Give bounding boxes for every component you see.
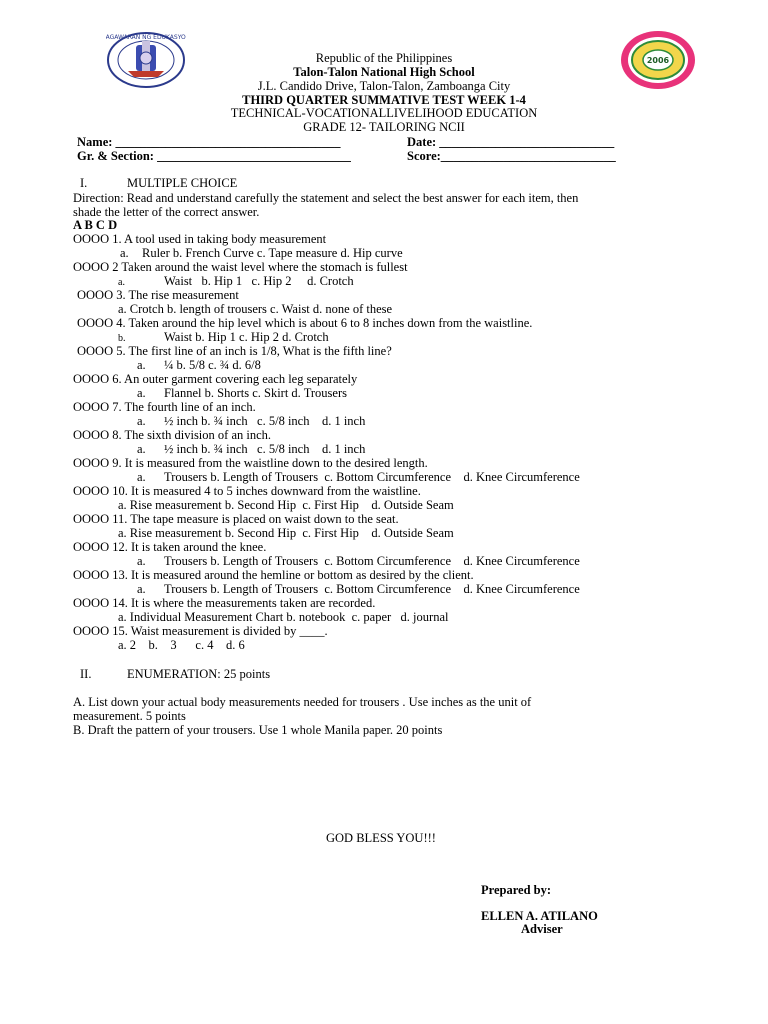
question-13: OOOO 13. It is measured around the hemline or bottom as desired by the client.: [73, 568, 474, 582]
svg-text:2006: 2006: [646, 56, 670, 65]
choices-13: Trousers b. Length of Trousers c. Bottom Circumference d. Knee Circumference: [164, 582, 580, 596]
choices-15: a. 2 b. 3 c. 4 d. 6: [118, 638, 245, 652]
question-14: OOOO 14. It is where the measurements taken are recorded.: [73, 596, 376, 610]
question-10: OOOO 10. It is measured 4 to 5 inches downward from the waistline.: [73, 484, 421, 498]
question-6: OOOO 6. An outer garment covering each leg separately: [73, 372, 358, 386]
question-15: OOOO 15. Waist measurement is divided by ____.: [73, 624, 328, 638]
question-7: OOOO 7. The fourth line of an inch.: [73, 400, 256, 414]
adviser-role: Adviser: [521, 922, 563, 936]
choice-marker-4: b.: [118, 333, 126, 344]
choice-marker-13: a.: [137, 582, 146, 596]
school-address: J.L. Candido Drive, Talon-Talon, Zamboanga City: [257, 79, 511, 93]
choice-marker-12: a.: [137, 554, 146, 568]
choice-marker-6: a.: [137, 386, 146, 400]
grade-title: GRADE 12- TAILORING NCII: [303, 120, 465, 134]
question-3: OOOO 3. The rise measurement: [77, 288, 239, 302]
choice-marker-9: a.: [137, 470, 146, 484]
svg-text:KAGAWARAN NG EDUKASYON: KAGAWARAN NG EDUKASYON: [106, 34, 186, 41]
part1-title: MULTIPLE CHOICE: [127, 176, 238, 190]
name-field[interactable]: Name: ____________________________________: [77, 135, 341, 149]
direction-line-1: Direction: Read and understand carefully the statement and select the best answer for each item, then: [73, 191, 579, 205]
question-11: OOOO 11. The tape measure is placed on waist down to the seat.: [73, 512, 399, 526]
question-12: OOOO 12. It is taken around the knee.: [73, 540, 267, 554]
question-8: OOOO 8. The sixth division of an inch.: [73, 428, 272, 442]
choices-2: Waist b. Hip 1 c. Hip 2 d. Crotch: [164, 274, 354, 288]
choice-marker-8: a.: [137, 442, 146, 456]
score-field[interactable]: Score:____________________________: [407, 149, 616, 163]
choices-12: Trousers b. Length of Trousers c. Bottom Circumference d. Knee Circumference: [164, 554, 580, 568]
question-1: OOOO 1. A tool used in taking body measurement: [73, 232, 327, 246]
subject-title: TECHNICAL-VOCATIONALLIVELIHOOD EDUCATION: [230, 106, 538, 120]
choices-1: Ruler b. French Curve c. Tape measure d. Hip curve: [142, 246, 403, 260]
choices-6: Flannel b. Shorts c. Skirt d. Trousers: [164, 386, 348, 400]
choices-8: ½ inch b. ¾ inch c. 5/8 inch d. 1 inch: [164, 442, 366, 456]
choices-9: Trousers b. Length of Trousers c. Bottom Circumference d. Knee Circumference: [164, 470, 580, 484]
part2-title: ENUMERATION: 25 points: [127, 667, 271, 681]
answer-letters-header: A B C D: [73, 218, 118, 232]
section-field[interactable]: Gr. & Section: _______________________________: [77, 149, 351, 163]
direction-line-2: shade the letter of the correct answer.: [73, 205, 260, 219]
choice-marker-7: a.: [137, 414, 146, 428]
question-9: OOOO 9. It is measured from the waistline down to the desired length.: [73, 456, 428, 470]
choices-5: ¼ b. 5/8 c. ¾ d. 6/8: [164, 358, 261, 372]
choices-11: a. Rise measurement b. Second Hip c. First Hip d. Outside Seam: [118, 526, 454, 540]
part1-number: I.: [80, 176, 88, 190]
question-4: OOOO 4. Taken around the hip level which is about 6 to 8 inches down from the waistline.: [77, 316, 533, 330]
question-2: OOOO 2 Taken around the waist level where the stomach is fullest: [73, 260, 408, 274]
adviser-name: ELLEN A. ATILANO: [481, 909, 598, 923]
part2-number: II.: [80, 667, 92, 681]
choices-3: a. Crotch b. length of trousers c. Waist d. none of these: [118, 302, 393, 316]
choice-marker-1: a.: [120, 246, 129, 260]
part2-a-line-1: A. List down your actual body measurements needed for trousers . Use inches as the unit of: [73, 695, 532, 709]
date-field[interactable]: Date: ____________________________: [407, 135, 615, 149]
school-name: Talon-Talon National High School: [293, 65, 475, 79]
part2-a-line-2: measurement. 5 points: [73, 709, 186, 723]
question-5: OOOO 5. The first line of an inch is 1/8, What is the fifth line?: [77, 344, 392, 358]
blessing-text: GOD BLESS YOU!!!: [326, 831, 436, 845]
republic-line: Republic of the Philippines: [315, 51, 453, 65]
prepared-by-label: Prepared by:: [481, 883, 552, 897]
choices-7: ½ inch b. ¾ inch c. 5/8 inch d. 1 inch: [164, 414, 366, 428]
choice-marker-2: a.: [118, 277, 125, 288]
choices-14: a. Individual Measurement Chart b. notebook c. paper d. journal: [118, 610, 449, 624]
test-title: THIRD QUARTER SUMMATIVE TEST WEEK 1-4: [242, 93, 526, 107]
choices-4: Waist b. Hip 1 c. Hip 2 d. Crotch: [164, 330, 329, 344]
choice-marker-5: a.: [137, 358, 146, 372]
choices-10: a. Rise measurement b. Second Hip c. First Hip d. Outside Seam: [118, 498, 454, 512]
part2-b-line: B. Draft the pattern of your trousers. Use 1 whole Manila paper. 20 points: [73, 723, 443, 737]
